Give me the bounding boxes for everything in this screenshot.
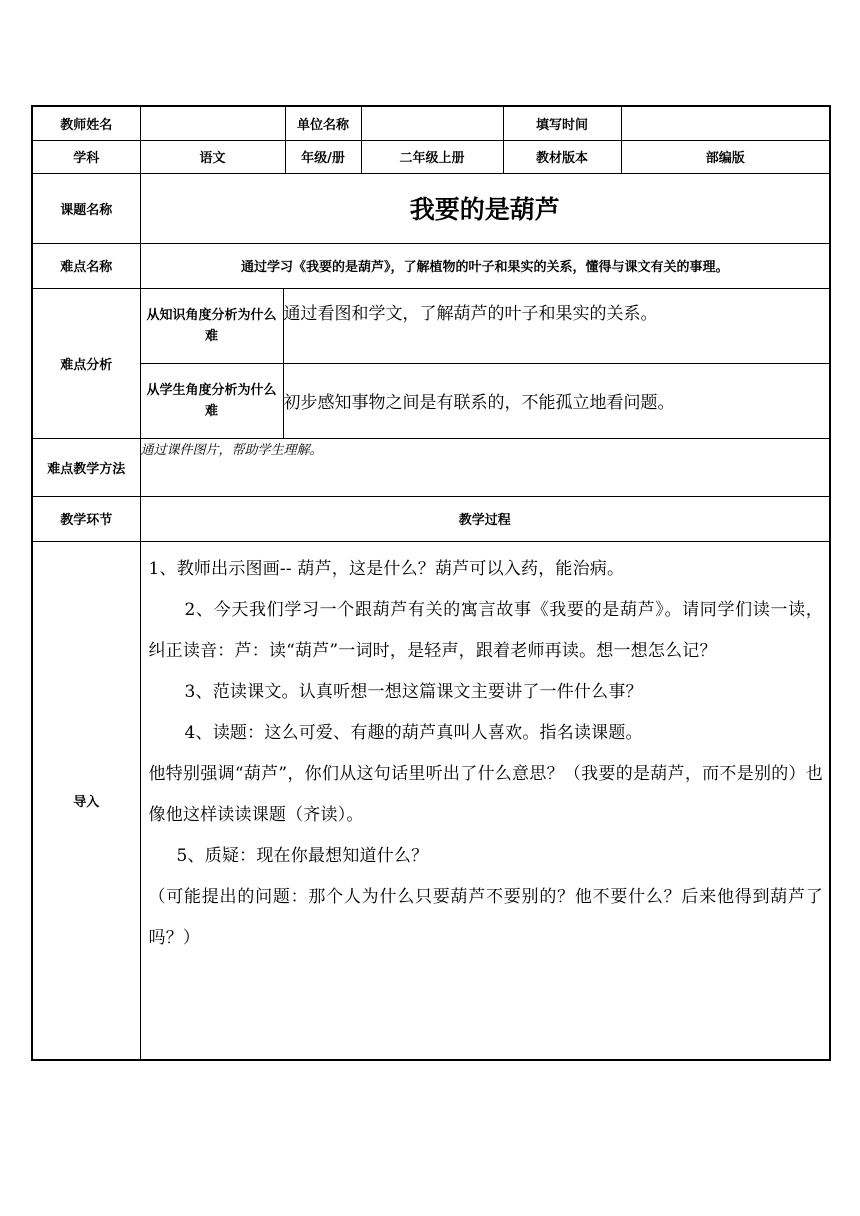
grade-value: 二年级上册 [361,140,503,173]
subject-value: 语文 [140,140,285,173]
lesson-plan-table [31,105,831,1061]
intro-paragraph-6: 5、质疑：现在你最想知道什么？ [176,845,429,866]
edition-value: 部编版 [621,140,830,173]
intro-label: 导入 [32,541,140,1060]
subject-label: 学科 [32,140,140,173]
lesson-title-label: 课题名称 [32,173,140,243]
header-row [32,106,830,140]
fill-date-field[interactable] [621,106,830,140]
method-row [32,438,830,496]
unit-name-label: 单位名称 [285,106,361,140]
info-row [32,140,830,173]
intro-paragraph-5: 他特别强调“葫芦”，你们从这句话里听出了什么意思？（我要的是葫芦，而不是别的）也像他这样读读课题（齐读）。 [148,763,823,825]
intro-paragraph-2: 2、今天我们学习一个跟葫芦有关的寓言故事《我要的是葫芦》。请同学们读一读，纠正读音：芦：读“葫芦”一词时，是轻声，跟着老师再读。想一想怎么记？ [148,599,823,661]
intro-paragraph-7: （可能提出的问题：那个人为什么只要葫芦不要别的？他不要什么？后来他得到葫芦了吗？） [148,886,823,948]
student-angle-label: 从学生角度分析为什么难 [140,363,283,438]
student-angle-text: 初步感知事物之间是有联系的，不能孤立地看问题。 [283,363,830,438]
method-text: 通过课件图片，帮助学生理解。 [140,438,830,496]
edition-label: 教材版本 [503,140,621,173]
analysis-knowledge-row [32,288,830,363]
grade-label: 年级/册 [285,140,361,173]
process-header-row [32,496,830,541]
analysis-label: 难点分析 [32,288,140,438]
intro-row [32,541,830,1060]
intro-content [140,541,830,1060]
process-header: 教学过程 [140,496,830,541]
method-label: 难点教学方法 [32,438,140,496]
intro-paragraph-3: 3、范读课文。认真听想一想这篇课文主要讲了一件什么事？ [184,681,643,702]
stage-header: 教学环节 [32,496,140,541]
analysis-student-row [32,363,830,438]
teacher-name-label: 教师姓名 [32,106,140,140]
difficulty-label: 难点名称 [32,243,140,288]
lesson-row [32,173,830,243]
intro-paragraph-4: 4、读题：这么可爱、有趣的葫芦真叫人喜欢。指名读课题。 [184,722,643,743]
knowledge-angle-label: 从知识角度分析为什么难 [140,288,283,363]
difficulty-text: 通过学习《我要的是葫芦》，了解植物的叶子和果实的关系，懂得与课文有关的事理。 [140,243,830,288]
lesson-title: 我要的是葫芦 [140,173,830,243]
teacher-name-field[interactable] [140,106,285,140]
unit-name-field[interactable] [361,106,503,140]
fill-date-label: 填写时间 [503,106,621,140]
intro-paragraph-1: 1、教师出示图画-- 葫芦，这是什么？葫芦可以入药，能治病。 [148,558,625,579]
difficulty-row [32,243,830,288]
knowledge-angle-text: 通过看图和学文，了解葫芦的叶子和果实的关系。 [283,288,830,363]
